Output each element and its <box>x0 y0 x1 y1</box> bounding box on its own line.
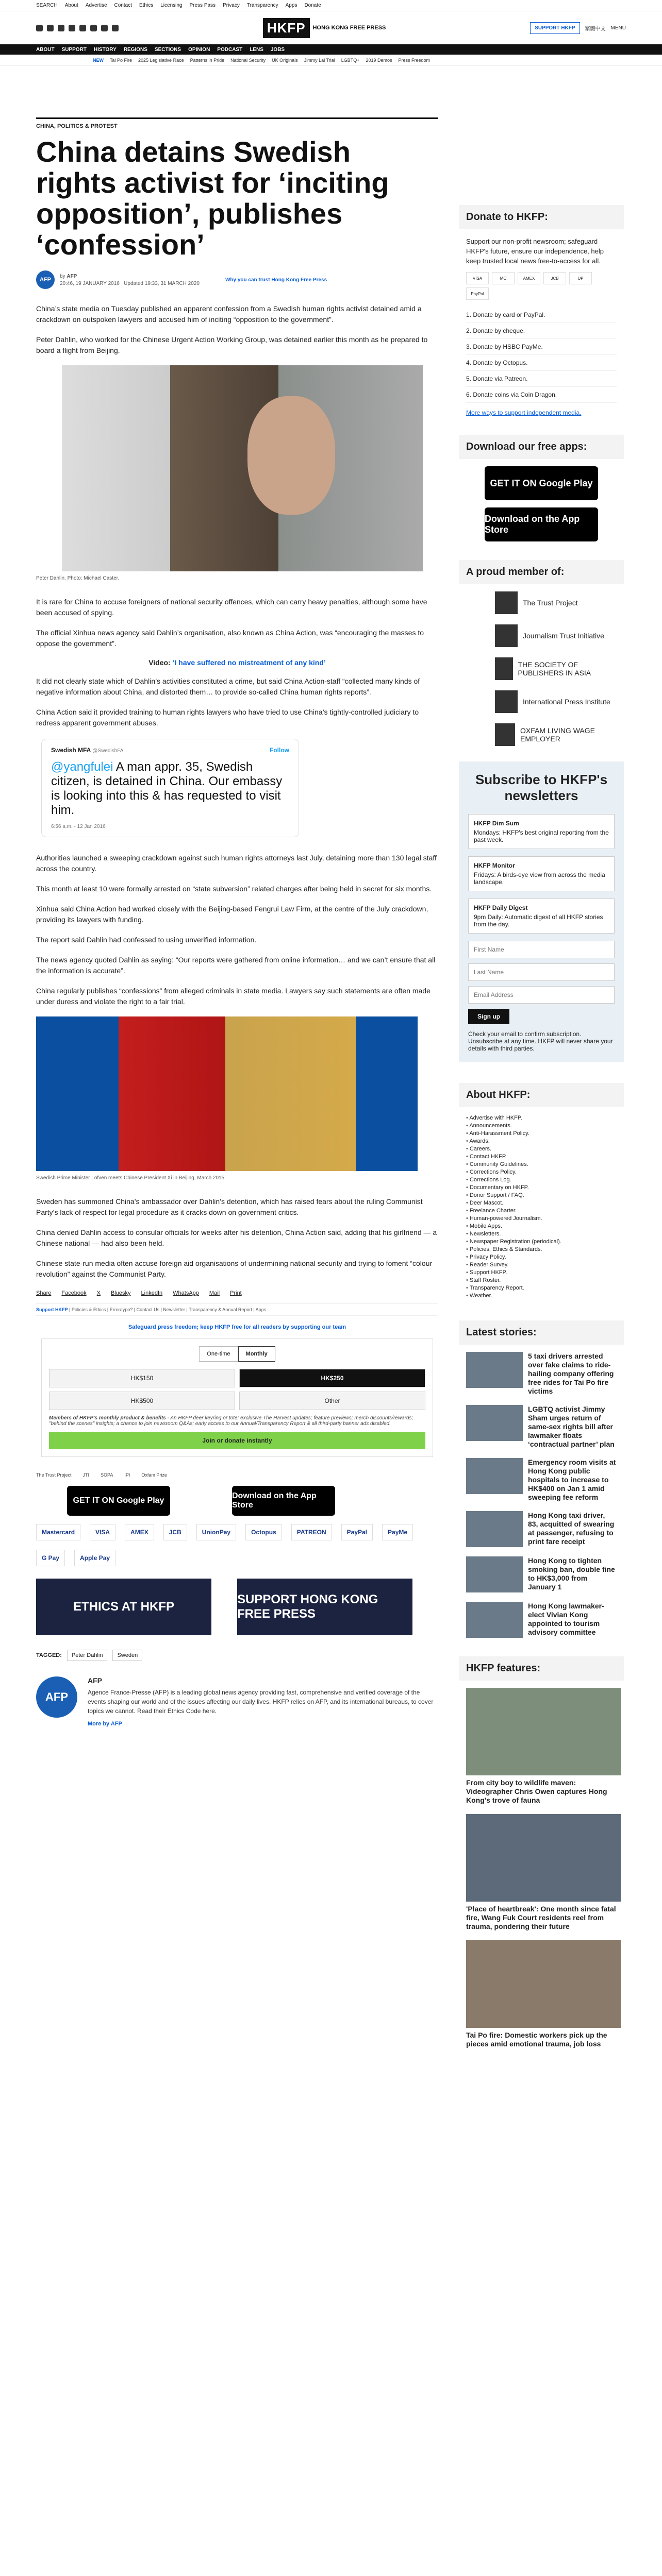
paypal-icon[interactable]: PayPal <box>341 1524 373 1540</box>
member-org[interactable]: The Trust Project <box>495 591 624 614</box>
category-label[interactable]: CHINA, POLITICS & PROTEST <box>36 117 438 129</box>
story-thumbnail <box>466 1556 523 1592</box>
story-item[interactable]: LGBTQ activist Jimmy Sham urges return of same-sex rights bill after lawmaker floats ‘contractual partner’ plan <box>466 1405 617 1449</box>
first-name-field[interactable] <box>468 941 615 958</box>
about-link[interactable]: • Community Guidelines. <box>466 1161 624 1168</box>
paragraph: China’s state media on Tuesday published an apparent confession from a Swedish human rights activist detained amid a crackdown on outspoken lawyers and accused him of inciting “opposition to the government”. <box>36 304 422 324</box>
donate-option[interactable]: 5. Donate via Patreon. <box>466 371 617 387</box>
facebook-icon[interactable] <box>36 25 43 31</box>
transparency-link[interactable]: Transparency <box>246 3 278 8</box>
embedded-tweet[interactable] <box>41 739 299 837</box>
paragraph: Peter Dahlin, who worked for the Chinese Urgent Action Working Group, was detained earlier this month as he prepared to board a flight from Beijing. <box>36 335 428 354</box>
nav-about[interactable]: ABOUT <box>36 46 55 53</box>
member-org[interactable]: International Press Institute <box>495 690 624 713</box>
paragraph: Chinese state-run media often accuse foreign aid organisations of undermining national security and trying to foment “colour revolution” against the Communist Party. <box>36 1259 433 1278</box>
google-play-badge[interactable]: GET IT ON Google Play <box>485 466 598 500</box>
article-title: China detains Swedish rights activist for ‘inciting opposition’, publishes ‘confession’ <box>36 135 389 261</box>
logo-mark: HKFP <box>263 18 310 38</box>
about-link[interactable]: • Corrections Log. <box>466 1176 624 1184</box>
share-bluesky[interactable]: Bluesky <box>111 1290 131 1296</box>
donate-text: Support our non-profit newsroom; safeguard HKFP's future, ensure our independence, help keep trusted local news free-to-access for all. <box>466 238 604 265</box>
paragraph: This month at least 10 were formally arrested on “state subversion” related charges after being held in secret for six months. <box>36 885 432 893</box>
photo-caption: Swedish Prime Minister Löfven meets Chinese President Xi in Beijing, March 2015. <box>36 1175 226 1181</box>
youtube-icon[interactable] <box>79 25 86 31</box>
about-link[interactable]: • Announcements. <box>466 1122 624 1130</box>
paragraph: It is rare for China to accuse foreigners of national security offences, which can carry heavy penalties, although some have been accused of spying. <box>36 598 427 617</box>
ethics-link[interactable]: Ethics <box>139 3 154 8</box>
nav-jobs[interactable]: JOBS <box>270 46 285 53</box>
newsletter-option[interactable]: HKFP Dim Sum Mondays: HKFP's best original reporting from the past week. <box>468 814 615 849</box>
trending-link[interactable]: UK Originals <box>272 57 298 63</box>
about-link[interactable]: • Deer Mascot. <box>466 1199 624 1207</box>
share-x[interactable]: X <box>96 1290 101 1296</box>
about-link[interactable]: • Newsletters. <box>466 1230 624 1238</box>
paragraph: Sweden has summoned China’s ambassador over Dahlin’s detention, which has raised fears about the ruling Communist Party’s lack of respect for legal procedure as it cracks down on government critics. <box>36 1197 423 1216</box>
donate-option[interactable]: 2. Donate by cheque. <box>466 323 617 339</box>
nav-support[interactable]: SUPPORT <box>61 46 87 53</box>
page-body <box>0 117 662 2058</box>
feature-image <box>466 1940 621 2028</box>
about-link[interactable]: • Weather. <box>466 1292 624 1300</box>
card-icon: AMEX <box>518 272 540 284</box>
gpay-icon[interactable]: G Pay <box>36 1550 65 1566</box>
member-org[interactable]: THE SOCIETY OF PUBLISHERS IN ASIA <box>495 657 624 680</box>
mail-icon[interactable] <box>112 25 119 31</box>
trending-link[interactable]: Jimmy Lai Trial <box>304 57 335 63</box>
tweet-author: Swedish MFA <box>51 747 91 754</box>
newsletter-option[interactable]: HKFP Daily Digest 9pm Daily: Automatic digest of all HKFP stories from the day. <box>468 899 615 934</box>
more-ways-link[interactable]: More ways to support independent media. <box>466 409 582 416</box>
promo-banners <box>36 1579 438 1635</box>
apple-pay-icon[interactable]: Apple Pay <box>74 1550 115 1566</box>
nav-history[interactable]: HISTORY <box>93 46 117 53</box>
trust-project-logo[interactable]: The Trust Project <box>36 1472 72 1478</box>
member-logos <box>36 1472 438 1478</box>
about-link[interactable]: • Policies, Ethics & Standards. <box>466 1246 624 1253</box>
tweet-mention[interactable]: @yangfulei <box>51 760 113 774</box>
donation-form <box>41 1338 433 1457</box>
linkedin-icon[interactable] <box>90 25 97 31</box>
story-item[interactable]: Hong Kong taxi driver, 83, acquitted of swearing at passenger, refusing to print fare receipt <box>466 1511 617 1547</box>
jti-logo[interactable]: JTI <box>82 1472 90 1478</box>
amount-option-selected[interactable]: HK$250 <box>239 1369 425 1387</box>
paragraph: The report said Dahlin had confessed to using unverified information. <box>36 936 257 944</box>
feature-item[interactable]: 'Place of heartbreak': One month since fatal fire, Wang Fuk Court residents reel from trauma, pondering their future <box>466 1814 617 1931</box>
story-thumbnail <box>466 1352 523 1388</box>
support-banner[interactable]: SUPPORT HONG KONG FREE PRESS <box>237 1579 412 1635</box>
about-link[interactable]: • Donor Support / FAQ. <box>466 1192 624 1199</box>
social-links <box>36 25 119 31</box>
payme-icon[interactable]: PayMe <box>382 1524 413 1540</box>
tweet-handle: @SwedishFA <box>92 748 124 754</box>
oxfam-logo[interactable]: Oxfam Prize <box>141 1472 167 1478</box>
newsletter-note: Check your email to confirm subscription. Unsubscribe at any time. HKFP will never share your details with third parties. <box>468 1030 613 1052</box>
support-button[interactable]: SUPPORT HKFP <box>530 22 580 34</box>
card-icon: MC <box>492 272 515 284</box>
about-link[interactable]: • Contact HKFP. <box>466 1153 624 1161</box>
octopus-icon[interactable]: Octopus <box>245 1524 282 1540</box>
site-logo[interactable] <box>263 18 386 38</box>
patreon-icon[interactable]: PATREON <box>291 1524 332 1540</box>
tweet-meta: 6:56 a.m. - 12 Jan 2016 <box>51 824 106 829</box>
apps-heading: Download our free apps: <box>459 435 624 459</box>
paragraph: China regularly publishes “confessions” from alleged criminals in state media. Lawyers say such statements are often made under duress and violate the right to a fair trial. <box>36 987 431 1006</box>
share-linkedin[interactable]: LinkedIn <box>141 1290 163 1296</box>
trending-link[interactable]: National Security <box>230 57 266 63</box>
amount-option[interactable]: HK$500 <box>49 1392 235 1410</box>
latest-heading: Latest stories: <box>459 1320 624 1345</box>
privacy-link[interactable]: Privacy <box>223 3 240 8</box>
language-link[interactable]: 繁體中文 <box>585 26 606 32</box>
tab-one-time[interactable]: One-time <box>199 1346 238 1362</box>
trending-link[interactable]: 2019 Demos <box>366 57 392 63</box>
nav-regions[interactable]: REGIONS <box>123 46 147 53</box>
tweet-header <box>51 747 289 754</box>
share-facebook[interactable]: Facebook <box>61 1290 87 1296</box>
donate-option[interactable]: 1. Donate by card or PayPal. <box>466 307 617 323</box>
amount-option[interactable]: Other <box>239 1392 425 1410</box>
about-link[interactable]: • Awards. <box>466 1138 624 1145</box>
paragraph: Authorities launched a sweeping crackdown against such human rights attorneys last July, detaining more than 130 legal staff across the country. <box>36 854 437 873</box>
jcb-icon[interactable]: JCB <box>163 1524 187 1540</box>
about-link[interactable]: • Transparency Report. <box>466 1284 624 1292</box>
email-field[interactable] <box>468 986 615 1004</box>
about-link[interactable]: • Staff Roster. <box>466 1277 624 1284</box>
video-label: Video: <box>148 658 171 667</box>
visa-icon[interactable]: VISA <box>90 1524 115 1540</box>
about-link[interactable]: • Mobile Apps. <box>466 1223 624 1230</box>
member-heading: A proud member of: <box>459 560 624 584</box>
about-link[interactable]: • Documentary on HKFP. <box>466 1184 624 1192</box>
amex-icon[interactable]: AMEX <box>125 1524 154 1540</box>
amount-options <box>49 1369 425 1410</box>
new-label: NEW <box>93 57 104 63</box>
by-label: by <box>60 273 65 279</box>
about-link[interactable]: About <box>64 3 78 8</box>
card-icon: JCB <box>543 272 566 284</box>
contact-link[interactable]: Contact <box>114 3 132 8</box>
card-icon: VISA <box>466 272 489 284</box>
logo-text: HONG KONG FREE PRESS <box>312 25 386 31</box>
about-list <box>459 1114 624 1300</box>
feature-item[interactable]: Tai Po fire: Domestic workers pick up the pieces amid emotional trauma, job loss <box>466 1940 617 2048</box>
mastercard-icon[interactable]: Mastercard <box>36 1524 80 1540</box>
nav-sections[interactable]: SECTIONS <box>154 46 181 53</box>
main-nav <box>0 44 662 55</box>
author-avatar[interactable]: AFP <box>36 270 55 289</box>
story-item[interactable]: Emergency room visits at Hong Kong public hospitals to increase to HK$400 on Jan 1 amid sweeping fee reform <box>466 1458 617 1502</box>
amount-option[interactable]: HK$150 <box>49 1369 235 1387</box>
author-name[interactable]: AFP <box>67 273 77 279</box>
video-callout <box>36 658 438 667</box>
paragraph: China denied Dahlin access to consular officials for weeks after his detention, China Action said, adding that his girlfriend — a Chinese national — had also been held. <box>36 1228 437 1247</box>
about-link[interactable]: • Newspaper Registration (periodical). <box>466 1238 624 1246</box>
trending-link[interactable]: Press Freedom <box>398 57 431 63</box>
share-bar <box>36 1290 438 1296</box>
feature-item[interactable]: From city boy to wildlife maven: Videographer Chris Owen captures Hong Kong's trove of fauna <box>466 1688 617 1805</box>
about-link[interactable]: • Reader Survey. <box>466 1261 624 1269</box>
ipi-logo[interactable]: IPI <box>124 1472 130 1478</box>
donate-link[interactable]: Donate <box>304 3 321 8</box>
trust-link[interactable]: Why you can trust Hong Kong Free Press <box>225 277 327 283</box>
paragraph: The official Xinhua news agency said Dahlin’s organisation, also known as China Action, was “encouraging the masses to oppose the government”. <box>36 629 424 648</box>
paragraph: China Action said it provided training to human rights lawyers who have tried to use China’s tightly-controlled judiciary to redress apparent government abuses. <box>36 708 419 727</box>
tag-item[interactable]: Sweden <box>112 1650 142 1661</box>
author-box <box>36 1676 438 1727</box>
advertise-link[interactable]: Advertise <box>85 3 107 8</box>
last-name-field[interactable] <box>468 963 615 981</box>
ethics-banner[interactable]: ETHICS AT HKFP <box>36 1579 211 1635</box>
payment-methods <box>36 1524 438 1566</box>
licensing-link[interactable]: Licensing <box>160 3 183 8</box>
share-link[interactable]: Share <box>36 1290 52 1296</box>
trending-link[interactable]: Patterns in Pride <box>190 57 225 63</box>
features-heading: HKFP features: <box>459 1656 624 1681</box>
donate-option[interactable]: 6. Donate coins via Coin Dragon. <box>466 387 617 403</box>
updated-date: Updated 19:33, 31 MARCH 2020 <box>124 280 200 286</box>
article-column <box>36 117 438 2058</box>
paragraph: It did not clearly state which of Dahlin’s activities constituted a crime, but said China Action-staff “collected many kinds of negative information about China, and distorted them… to provide so-called China human rights reports”. <box>36 677 420 696</box>
app-store-badge[interactable]: Download on the App Store <box>232 1486 335 1516</box>
member-org[interactable]: Journalism Trust Initiative <box>495 624 624 647</box>
header-actions <box>530 22 626 34</box>
video-link[interactable]: ‘I have suffered no mistreatment of any kind’ <box>172 658 326 667</box>
about-link[interactable]: • Freelance Charter. <box>466 1207 624 1215</box>
google-play-badge[interactable]: GET IT ON Google Play <box>67 1486 170 1516</box>
author-box-name[interactable]: AFP <box>88 1676 102 1685</box>
about-link[interactable]: • Support HKFP. <box>466 1269 624 1277</box>
frequency-tabs <box>49 1346 425 1362</box>
more-by-author-link[interactable]: More by AFP <box>88 1721 122 1727</box>
app-store-badge[interactable]: Download on the App Store <box>485 507 598 541</box>
donate-option[interactable]: 3. Donate by HSBC PayMe. <box>466 339 617 355</box>
author-box-bio: Agence France-Presse (AFP) is a leading global news agency providing fast, comprehensive and verified coverage of the events shaping our world and of the issues affecting our daily lives. HKFP relies on AFP, and its international bureaus, to cover topics we cannot. Read their Ethics Code here. <box>88 1689 434 1715</box>
tab-monthly[interactable]: Monthly <box>238 1346 275 1362</box>
apps-link[interactable]: Apps <box>285 3 297 8</box>
tags-label: TAGGED: <box>36 1652 62 1658</box>
press-pass-link[interactable]: Press Pass <box>189 3 216 8</box>
tweet-follow-button[interactable]: Follow <box>270 747 289 754</box>
card-icon: UP <box>569 272 592 284</box>
publish-date: 20:46, 19 JANUARY 2016 <box>60 280 120 286</box>
about-link[interactable]: • Anti-Harassment Policy. <box>466 1130 624 1138</box>
about-link[interactable]: • Advertise with HKFP. <box>466 1114 624 1122</box>
paragraph: Xinhua said China Action had worked closely with the Beijing-based Fengrui Law Firm, at the centre of the July crackdown, providing its lawyers with funding. <box>36 905 428 924</box>
photo-caption: Peter Dahlin. Photo: Michael Caster. <box>36 575 120 581</box>
tag-list <box>36 1650 438 1661</box>
donate-banner[interactable]: Safeguard press freedom; keep HKFP free for all readers by supporting our team <box>128 1324 346 1330</box>
author-box-avatar[interactable]: AFP <box>36 1676 77 1718</box>
payment-mini-icons <box>466 272 617 300</box>
story-item[interactable]: Hong Kong to tighten smoking ban, double fine to HK$3,000 from January 1 <box>466 1556 617 1592</box>
lofven-xi-photo <box>36 1016 418 1171</box>
nav-lens[interactable]: LENS <box>250 46 263 53</box>
trending-link[interactable]: Tai Po Fire <box>110 57 133 63</box>
feature-image <box>466 1814 621 1902</box>
story-item[interactable]: Hong Kong lawmaker-elect Vivian Kong appointed to tourism advisory committee <box>466 1602 617 1638</box>
site-header <box>0 11 662 44</box>
trending-bar <box>0 55 662 66</box>
signup-button[interactable]: Sign up <box>468 1009 509 1024</box>
dahlin-photo <box>62 365 423 571</box>
sopa-logo[interactable]: SOPA <box>101 1472 113 1478</box>
tag-item[interactable]: Peter Dahlin <box>67 1650 108 1661</box>
nav-opinion[interactable]: OPINION <box>188 46 210 53</box>
top-utility-bar <box>0 0 662 11</box>
newsletter-option[interactable]: HKFP Monitor Fridays: A birds-eye view from across the media landscape. <box>468 856 615 891</box>
newsletter-heading: Subscribe to HKFP's newsletters <box>475 772 608 803</box>
nav-podcast[interactable]: PODCAST <box>217 46 243 53</box>
story-thumbnail <box>466 1511 523 1547</box>
join-button[interactable]: Join or donate instantly <box>49 1432 425 1449</box>
story-thumbnail <box>466 1405 523 1441</box>
about-link[interactable]: • Privacy Policy. <box>466 1253 624 1261</box>
member-benefits: Members of HKFP's monthly product & benefits - An HKFP deer keyring or tote; exclusive The Harvest updates; feature previews; merch discounts/rewards; "behind the scenes" insights; a chance to join newsroom Q&As; early access to our Annual/Transparency Report & all third-party banner ads disabled. <box>49 1415 413 1427</box>
x-icon[interactable] <box>47 25 54 31</box>
instagram-icon[interactable] <box>58 25 64 31</box>
about-link[interactable]: • Human-powered Journalism. <box>466 1215 624 1223</box>
share-mail[interactable]: Mail <box>209 1290 220 1296</box>
about-link[interactable]: • Corrections Policy. <box>466 1168 624 1176</box>
about-heading: About HKFP: <box>459 1083 624 1107</box>
story-thumbnail <box>466 1458 523 1494</box>
unionpay-icon[interactable]: UnionPay <box>196 1524 236 1540</box>
story-item[interactable]: 5 taxi drivers arrested over fake claims to ride-hailing company offering free rides for Tai Po fire victims <box>466 1352 617 1396</box>
donate-heading: Donate to HKFP: <box>459 205 624 229</box>
trending-link[interactable]: 2025 Legislative Race <box>138 57 184 63</box>
about-link[interactable]: • Careers. <box>466 1145 624 1153</box>
feature-image <box>466 1688 621 1775</box>
trending-link[interactable]: LGBTQ+ <box>341 57 360 63</box>
threads-icon[interactable] <box>69 25 75 31</box>
story-thumbnail <box>466 1602 523 1638</box>
donate-option[interactable]: 4. Donate by Octopus. <box>466 355 617 371</box>
share-print[interactable]: Print <box>230 1290 242 1296</box>
share-whatsapp[interactable]: WhatsApp <box>173 1290 199 1296</box>
card-icon: PayPal <box>466 287 489 300</box>
support-links[interactable]: Support HKFP | Policies & Ethics | Error/typo? | Contact Us | Newsletter | Transparency & Annual Report | Apps <box>36 1303 438 1316</box>
sidebar <box>459 117 624 2058</box>
tweet-text <box>51 760 289 818</box>
byline-meta <box>60 274 200 286</box>
portrait-face <box>247 396 335 515</box>
newsletter-box <box>459 761 624 1062</box>
app-store-links <box>67 1486 438 1516</box>
byline <box>36 270 438 289</box>
search-link[interactable]: SEARCH <box>36 3 58 8</box>
paragraph: The news agency quoted Dahlin as saying: “Our reports were gathered from online information… and we can’t ensure that all the information is accurate”. <box>36 956 436 975</box>
tweet-body: A man appr. 35, Swedish citizen, is detained in China. Our embassy is looking into this & has requested to visit him. <box>51 760 283 817</box>
telegram-icon[interactable] <box>101 25 108 31</box>
menu-button[interactable]: MENU <box>610 25 626 31</box>
member-org[interactable]: OXFAM LIVING WAGE EMPLOYER <box>495 723 624 746</box>
